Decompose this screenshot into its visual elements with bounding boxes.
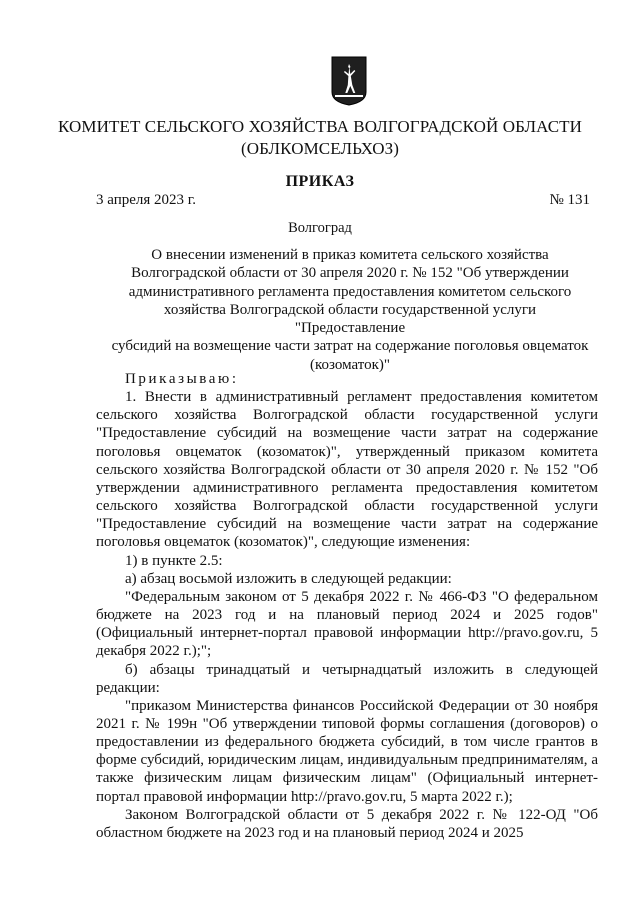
title-line: субсидий на возмещение части затрат на содержание поголовья овцематок [111, 338, 589, 355]
paragraph: б) абзацы тринадцатый и четырнадцатый изложить в следующей редакции: [96, 661, 598, 696]
coat-of-arms-icon [331, 56, 367, 106]
paragraph: 1) в пункте 2.5: [125, 552, 223, 569]
document-type: ПРИКАЗ [285, 173, 355, 190]
paragraph: "Федеральным законом от 5 декабря 2022 г. № 466-ФЗ "О федеральном бюджете на 2023 год и на плановый период 2024 и 2025 годов" (Официальный интернет-портал правовой информации http://pravo.gov.ru, 5 декабря 2022 г.);"; [96, 588, 598, 660]
document-title [110, 246, 590, 374]
paragraph: а) абзац восьмой изложить в следующей редакции: [125, 570, 452, 587]
paragraph: 1. Внести в административный регламент предоставления комитетом сельского хозяйства Волгоградской области государственной услуги "Предоставление субсидий на возмещение части затрат на содержание поголовья овцематок (козоматок)", утвержденный приказом комитета сельского хозяйства Волгоградской области от 30 апреля 2020 г. № 152 "Об утверждении административного регламента предоставления комитетом сельского хозяйства Волгоградской области государственной услуги "Предоставление субсидий на возмещение части затрат на содержание поголовья овцематок (козоматок)", следующие изменения: [96, 389, 598, 551]
paragraph: "приказом Министерства финансов Российской Федерации от 30 ноября 2021 г. № 199н "Об утверждении типовой формы соглашения (договоров) о предоставлении из федерального бюджета субсидий, в том числе грантов в форме субсидий, юридическим лицам, индивидуальным предпринимателям, а также физическим лицам физическим лицам" (Официальный интернет-портал правовой информации http://pravo.gov.ru, 5 марта 2022 г.); [96, 697, 598, 805]
organization-name: КОМИТЕТ СЕЛЬСКОГО ХОЗЯЙСТВА ВОЛГОГРАДСКОЙ ОБЛАСТИ [57, 117, 582, 136]
document-date: 3 апреля 2023 г. [96, 192, 196, 208]
title-line: О внесении изменений в приказ комитета сельского хозяйства [151, 247, 549, 263]
document-city: Волгоград [288, 220, 352, 236]
title-line: административного регламента предоставления комитетом сельского [128, 283, 572, 300]
organization-short-name: (ОБЛКОМСЕЛЬХОЗ) [240, 139, 400, 158]
paragraph: Законом Волгоградской области от 5 декабря 2022 г. № 122-ОД "Об областном бюджете на 2023 год и на плановый период 2024 и 2025 [96, 806, 598, 841]
document-body [96, 370, 598, 842]
title-line: хозяйства Волгоградской области государственной услуги "Предоставление [163, 301, 537, 337]
title-line: Волгоградской области от 30 апреля 2020 г. № 152 "Об утверждении [131, 265, 569, 282]
title-line: (козоматок)" [310, 356, 390, 373]
order-word: Приказываю: [125, 371, 239, 387]
document-number: № 131 [549, 192, 590, 208]
